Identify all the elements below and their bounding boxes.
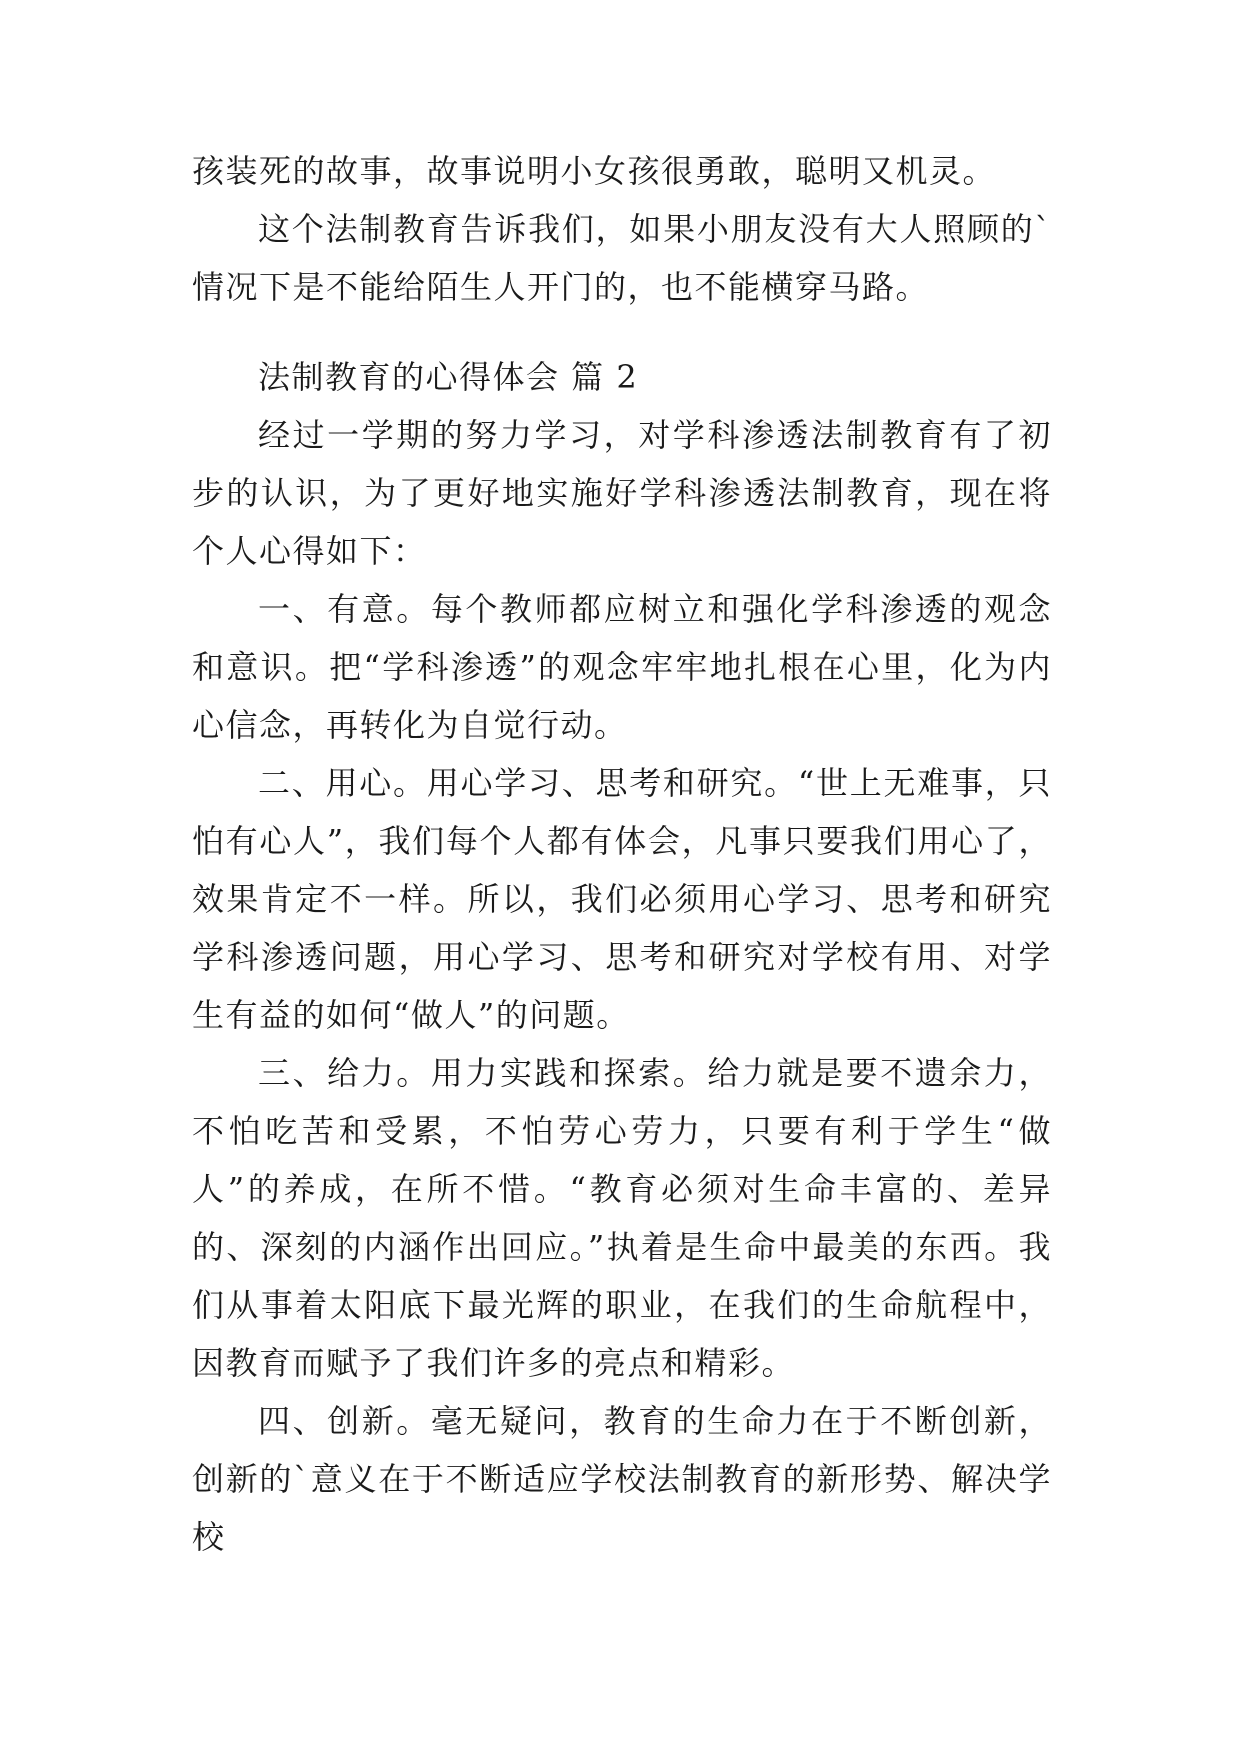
intro-paragraph: 这个法制教育告诉我们，如果小朋友没有大人照顾的`情况下是不能给陌生人开门的，也不能横穿马路。: [192, 210, 1052, 306]
paragraph: 三、给力。用力实践和探索。给力就是要不遗余力，不怕吃苦和受累，不怕劳心劳力，只要有利于学生“做人”的养成，在所不惜。“教育必须对生命丰富的、差异的、深刻的内涵作出回应。”执着是生命中最美的东西。我们从事着太阳底下最光辉的职业，在我们的生命航程中，因教育而赋予了我们许多的亮点和精彩。: [192, 1054, 1052, 1382]
intro-section: [192, 142, 1052, 316]
section-2: [192, 348, 1052, 1566]
intro-continuation: 孩装死的故事，故事说明小女孩很勇敢，聪明又机灵。: [192, 152, 997, 190]
paragraph: 四、创新。毫无疑问，教育的生命力在于不断创新，创新的`意义在于不断适应学校法制教育的新形势、解决学校: [192, 1402, 1052, 1556]
paragraph: 经过一学期的努力学习，对学科渗透法制教育有了初步的认识，为了更好地实施好学科渗透法制教育，现在将个人心得如下：: [192, 416, 1052, 570]
paragraph: 一、有意。每个教师都应树立和强化学科渗透的观念和意识。把“学科渗透”的观念牢牢地扎根在心里，化为内心信念，再转化为自觉行动。: [192, 590, 1052, 744]
paragraph: 二、用心。用心学习、思考和研究。“世上无难事，只怕有心人”，我们每个人都有体会，凡事只要我们用心了，效果肯定不一样。所以，我们必须用心学习、思考和研究学科渗透问题，用心学习、思考和研究对学校有用、对学生有益的如何“做人”的问题。: [192, 764, 1052, 1034]
section-heading: 法制教育的心得体会 篇 2: [258, 358, 639, 396]
